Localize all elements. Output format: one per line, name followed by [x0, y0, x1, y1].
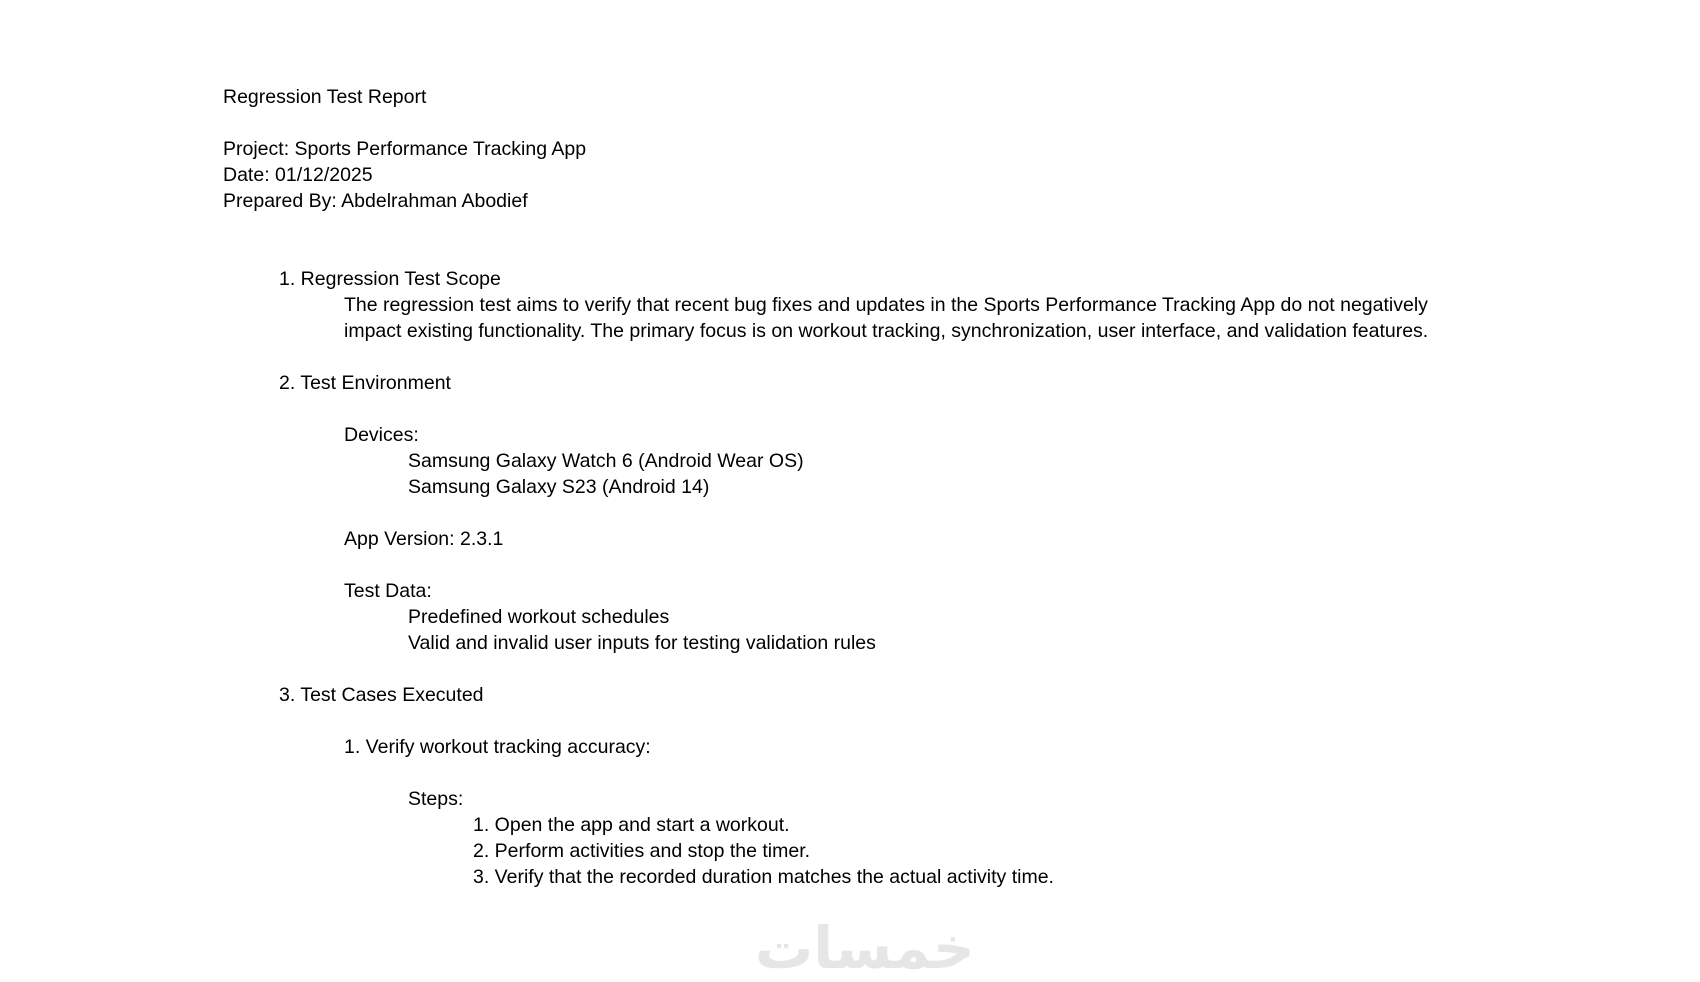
steps-label: Steps:	[408, 788, 464, 810]
project-line: Project: Sports Performance Tracking App	[223, 138, 587, 160]
scope-body-line-1: The regression test aims to verify that recent bug fixes and updates in the Sports Performance Tracking App do not negatively	[344, 294, 1428, 316]
test-data-label: Test Data:	[344, 580, 432, 602]
device-item: Samsung Galaxy S23 (Android 14)	[408, 476, 710, 498]
test-case-title: 1. Verify workout tracking accuracy:	[344, 736, 651, 758]
scope-body-line-2: impact existing functionality. The primary focus is on workout tracking, synchronization, user interface, and validation features.	[344, 320, 1429, 342]
report-title: Regression Test Report	[223, 86, 427, 108]
device-item: Samsung Galaxy Watch 6 (Android Wear OS)	[408, 450, 804, 472]
section-test-cases-heading: 3. Test Cases Executed	[279, 684, 484, 706]
step-item: 1. Open the app and start a workout.	[473, 814, 790, 836]
app-version-line: App Version: 2.3.1	[344, 528, 504, 550]
watermark-logo: خمسات	[755, 914, 975, 982]
step-item: 2. Perform activities and stop the timer.	[473, 840, 811, 862]
date-line: Date: 01/12/2025	[223, 164, 373, 186]
test-data-item: Predefined workout schedules	[408, 606, 670, 628]
devices-label: Devices:	[344, 424, 419, 446]
section-environment-heading: 2. Test Environment	[279, 372, 451, 394]
section-scope-heading: 1. Regression Test Scope	[279, 268, 501, 290]
step-item: 3. Verify that the recorded duration matches the actual activity time.	[473, 866, 1054, 888]
test-data-item: Valid and invalid user inputs for testing validation rules	[408, 632, 876, 654]
prepared-by-line: Prepared By: Abdelrahman Abodief	[223, 190, 528, 212]
